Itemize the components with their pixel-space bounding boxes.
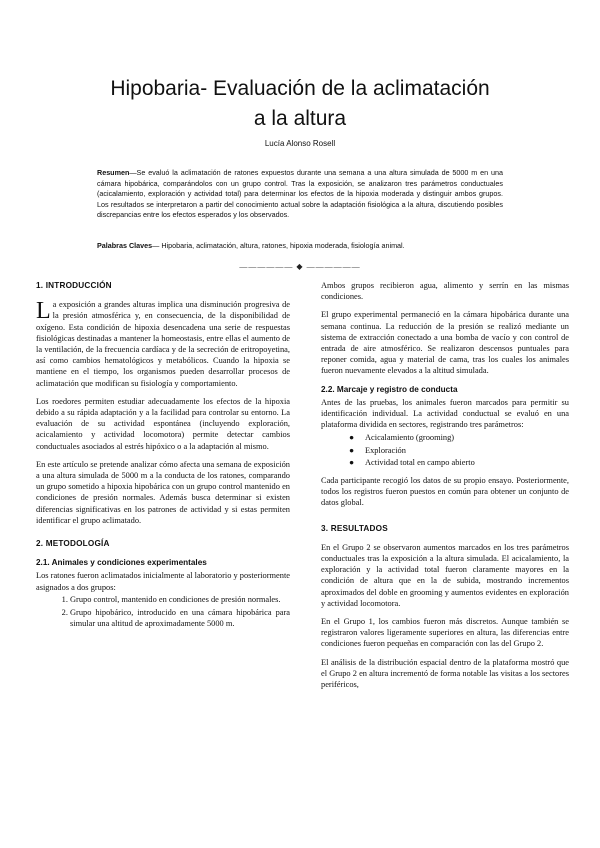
methods-heading: 2. METODOLOGÍA (36, 539, 110, 549)
list-item (349, 457, 569, 468)
keywords-label: Palabras Claves (97, 241, 153, 250)
list-item: 2. Grupo hipobárico, introducido en una cámara hipobárica para simular una altitud de aproximadamente 5000 m. (70, 607, 290, 629)
bullet-text: Actividad total en campo abierto (365, 457, 475, 467)
results-paragraph-2: En el Grupo 1, los cambios fueron más discretos. Aunque también se registraron valores ligeramente superiores en altura, las diferencias entre condiciones fueron pequeñas en comparación con las del Grupo 2. (321, 617, 569, 649)
list-item (349, 445, 569, 456)
keywords (97, 241, 503, 251)
title-line-2: a la altura (253, 107, 347, 130)
abstract-label: Resumen (97, 168, 130, 177)
parameters-list (321, 432, 569, 468)
right-column (321, 280, 569, 697)
bullet-icon: ● (349, 457, 355, 467)
abstract (97, 168, 503, 221)
keywords-text: Hipobaria, aclimatación, altura, ratones, hipoxia moderada, fisiología animal. (161, 241, 405, 250)
results-paragraph-1: En el Grupo 2 se observaron aumentos marcados en los tres parámetros conductuales tras la exposición a la altura simulada. El acicalamiento, la exploración y la actividad total fueron claramente mayores en la condición de altura que en la de subida, mostrando incrementos aproximados del doble en grooming y aumentos evidentes en exploración y actividad locomotora. (321, 542, 569, 608)
groups-list (36, 594, 290, 630)
methods-subheading-2: 2.2. Marcaje y registro de conducta (321, 384, 458, 394)
drop-cap: L (36, 298, 51, 325)
methods-paragraph-1: Los ratones fueron aclimatados inicialmente al laboratorio y posteriormente asignados a dos grupos: (36, 571, 290, 592)
abstract-text: Se evaluó la aclimatación de ratones expuestos durante una semana a una altura simulada de 5000 m en una cámara hipobárica, comparándolos con un grupo control. Tras la exposición, se analizaron tres parámetros conductuales (acicalamiento, exploración y actividad total) para determinar los efectos de la hipoxia moderada y distinguir ambos grupos. Los resultados se interpretaron a partir del conocimiento actual sobre la adaptación fisiológica a la altura, discutiendo posibles discrepancias entre los efectos esperados y los observados. (97, 168, 503, 219)
abstract-sep: — (129, 168, 137, 177)
methods-paragraph-4: Antes de las pruebas, los animales fueron marcados para permitir su identificación individual. La actividad conductual se evaluó en una plataforma dividida en sectores, registrando tres parámetros: (321, 397, 569, 430)
methods-paragraph-3: El grupo experimental permaneció en la cámara hipobárica durante una semana continua. La reducción de la presión se realizó mediante un sistema de extracción conectado a una bomba de vacío y con control de entrada de aire atmosférico. Se realizaron descensos puntuales para reponer comida, agua y material de cama, tras los cuales los animales fueron nuevamente elevados a la altitud simulada. (321, 310, 569, 376)
methods-paragraph-2: Ambos grupos recibieron agua, alimento y serrín en las mismas condiciones. (321, 281, 569, 302)
intro-heading: 1. INTRODUCCIÓN (36, 281, 112, 290)
results-heading: 3. RESULTADOS (321, 523, 388, 533)
author-name: Lucía Alonso Rosell (264, 139, 336, 148)
intro-paragraph-1 (36, 299, 290, 389)
intro-paragraph-3: En este artículo se pretende analizar cómo afecta una semana de exposición a una altura simulada de 5000 m a la conducta de los ratones, comparando un grupo sometido a hipoxia hipobárica con un grupo control mantenido en condiciones de presión normales. Además busca determinar si existen diferencias significativas en los patrones de actividad y si estas permiten identificar el grupo aclimatado. (36, 459, 290, 525)
intro-paragraph-2: Los roedores permiten estudiar adecuadamente los efectos de la hipoxia debido a su rápida adaptación y a la facilidad para controlar su entorno. La evaluación de su actividad espontánea (incluyendo exploración, acicalamiento y actividad locomotora) permite detectar cambios conductuales asociados al estrés hipóxico o a la adaptación al mismo. (36, 396, 290, 451)
left-column (36, 280, 290, 631)
bullet-icon: ● (349, 433, 355, 443)
bullet-text: Acicalamiento (grooming) (365, 433, 455, 443)
intro-p1-text: a exposición a grandes alturas implica una disminución progresiva de la presión atmosférica y, en consecuencia, de la disponibilidad de oxígeno. Esta condición de hipoxia desencadena una serie de respuestas fisiológicas destinadas a mantener la homeostasis, entre ellas el aumento de la ventilación, de la frecuencia cardíaca y de la secreción de eritropoyetina, así como cambios hematológicos y metabólicos. Cuando la hipoxia se mantiene en el tiempo, los organismos pueden desarrollar procesos de aclimatación que modifican su fisiología y comportamiento. (36, 300, 290, 388)
bullet-text: Exploración (365, 445, 406, 455)
paper-title (40, 74, 560, 134)
bullet-icon: ● (349, 445, 355, 455)
title-line-1: Hipobaria- Evaluación de la aclimatación (110, 77, 490, 100)
keywords-sep: — (152, 241, 160, 250)
list-item: 1. Grupo control, mantenido en condiciones de presión normales. (70, 594, 290, 605)
results-paragraph-3: El análisis de la distribución espacial dentro de la plataforma mostró que el Grupo 2 en altura incrementó de forma notable las visitas a los sectores periféricos, (321, 657, 569, 690)
methods-paragraph-5: Cada participante recogió los datos de su propio ensayo. Posteriormente, todos los registros fueron puestos en común para obtener un conjunto de datos global. (321, 476, 569, 508)
list-item (349, 432, 569, 443)
methods-subheading-1: 2.1. Animales y condiciones experimentales (36, 558, 207, 568)
section-divider: —————— ◆ —————— (239, 262, 361, 271)
